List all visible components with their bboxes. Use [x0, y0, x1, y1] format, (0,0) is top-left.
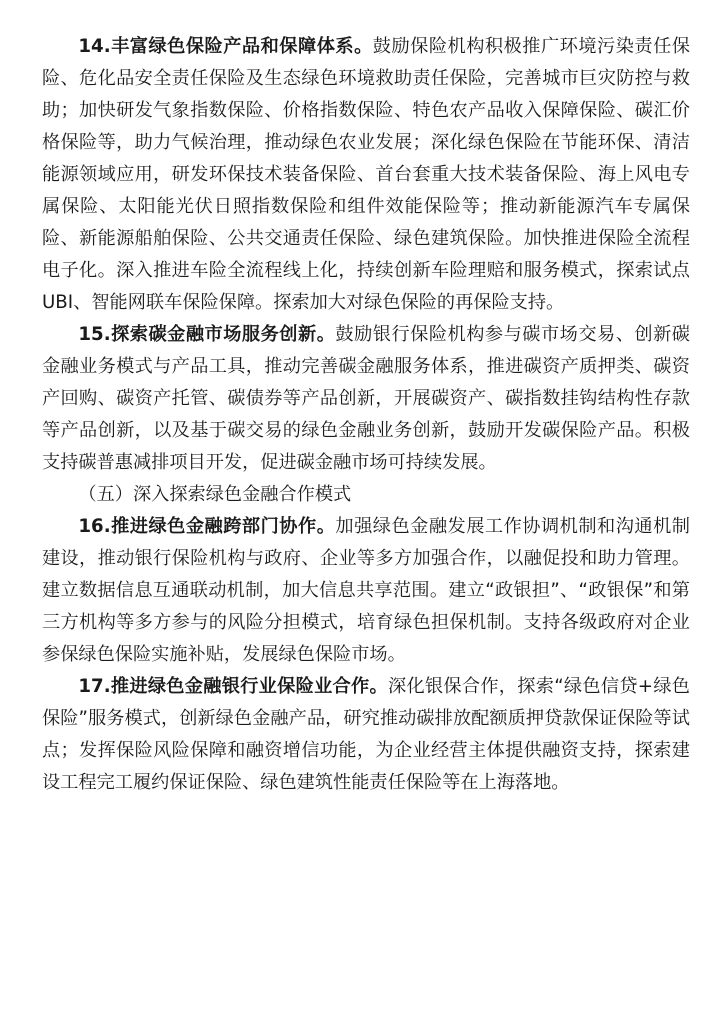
paragraph-16 — [42, 511, 690, 671]
paragraph-16-body: 加强绿色金融发展工作协调机制和沟通机制建设，推动银行保险机构与政府、企业等多方加强合作，以融促投和助力管理。建立数据信息互通联动机制，加大信息共享范围。建立“政银担”、“政银保”和第三方机构等多方参与的风险分担模式，培育绿色担保机制。支持各级政府对企业参保绿色保险实施补贴，发展绿色保险市场。 — [42, 516, 690, 665]
paragraph-14-body: 鼓励保险机构积极推广环境污染责任保险、危化品安全责任保险及生态绿色环境救助责任保险，完善城市巨灾防控与救助；加快研发气象指数保险、价格指数保险、特色农产品收入保障保险、碳汇价格保险等，助力气候治理，推动绿色农业发展；深化绿色保险在节能环保、清洁能源领域应用，研发环保技术装备保险、首台套重大技术装备保险、海上风电专属保险、太阳能光伏日照指数保险和组件效能保险等；推动新能源汽车专属保险、新能源船舶保险、公共交通责任保险、绿色建筑保险。加快推进保险全流程电子化。深入推进车险全流程线上化，持续创新车险理赔和服务模式，探索试点UBI、智能网联车保险保障。探索加大对绿色保险的再保险支持。 — [42, 36, 690, 313]
paragraph-16-heading: 16.推进绿色金融跨部门协作。 — [78, 516, 336, 537]
paragraph-17-heading: 17.推进绿色金融银行业保险业合作。 — [78, 676, 388, 697]
paragraph-15 — [42, 319, 690, 479]
paragraph-14 — [42, 31, 690, 319]
document-page — [42, 31, 690, 799]
paragraph-15-heading: 15.探索碳金融市场服务创新。 — [78, 324, 336, 345]
paragraph-14-heading: 14.丰富绿色保险产品和保障体系。 — [78, 36, 373, 57]
paragraph-15-body: 鼓励银行保险机构参与碳市场交易、创新碳金融业务模式与产品工具，推动完善碳金融服务体系，推进碳资产质押类、碳资产回购、碳资产托管、碳债券等产品创新，开展碳资产、碳指数挂钩结构性存款等产品创新，以及基于碳交易的绿色金融业务创新，鼓励开发碳保险产品。积极支持碳普惠减排项目开发，促进碳金融市场可持续发展。 — [42, 324, 690, 473]
paragraph-17 — [42, 671, 690, 799]
section-title: （五）深入探索绿色金融合作模式 — [78, 484, 352, 505]
paragraph-17-body: 深化银保合作，探索“绿色信贷+绿色保险”服务模式，创新绿色金融产品，研究推动碳排放配额质押贷款保证保险等试点；发挥保险风险保障和融资增信功能，为企业经营主体提供融资支持，探索建设工程完工履约保证保险、绿色建筑性能责任保险等在上海落地。 — [42, 676, 690, 793]
